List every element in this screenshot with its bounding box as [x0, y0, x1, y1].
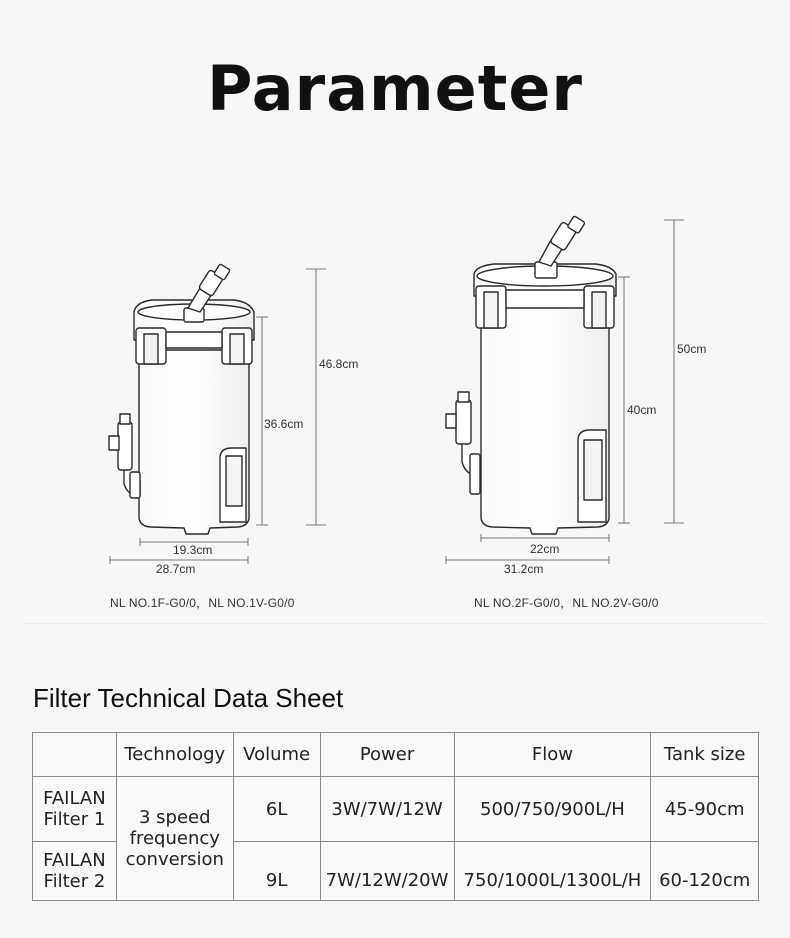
filter-1-body-height: 36.6cm [264, 417, 304, 431]
flow-value: 750/1000L/1300L/H [463, 869, 642, 891]
filter-2-model: NL NO.2F-G0/0，NL NO.2V-G0/0 [474, 596, 659, 610]
row-name-line1: FAILAN [43, 850, 106, 871]
table-header-row [33, 733, 759, 777]
table-row [33, 777, 759, 842]
filter-2-drawing [446, 216, 684, 564]
data-sheet-title: Filter Technical Data Sheet [33, 683, 344, 713]
row-name-line2: Filter 2 [43, 871, 106, 892]
filter-2-total-width: 31.2cm [504, 562, 544, 576]
row-name-cell [33, 777, 117, 842]
power-cell: 3W/7W/12W [320, 777, 454, 842]
header-power: Power [320, 733, 454, 777]
volume-cell: 6L [233, 777, 320, 842]
filter-1-total-height: 46.8cm [319, 357, 359, 371]
header-flow: Flow [454, 733, 651, 777]
volume-cell [233, 842, 320, 901]
filter-1-model: NL NO.1F-G0/0，NL NO.1V-G0/0 [110, 596, 295, 610]
header-technology: Technology [116, 733, 233, 777]
power-value: 7W/12W/20W [325, 869, 449, 891]
technology-cell: 3 speed frequency conversion [116, 777, 233, 901]
header-empty [33, 733, 117, 777]
flow-cell [454, 842, 651, 901]
row-name-line2: Filter 1 [43, 809, 106, 830]
filter-2-total-height: 50cm [677, 342, 707, 356]
tank-size-cell [651, 842, 759, 901]
tank-size-cell: 45-90cm [651, 777, 759, 842]
filter-1-drawing [109, 264, 326, 564]
section-divider [24, 623, 766, 624]
tank-size-value: 60-120cm [659, 869, 751, 891]
row-name-line1: FAILAN [43, 788, 106, 809]
page-title: Parameter [207, 52, 583, 125]
product-diagram [0, 200, 790, 620]
flow-cell: 500/750/900L/H [454, 777, 651, 842]
filter-1-total-width: 28.7cm [156, 562, 196, 576]
filter-1-body-width: 19.3cm [173, 543, 213, 557]
filter-2-body-height: 40cm [627, 403, 657, 417]
data-sheet-table [32, 732, 759, 901]
header-tank-size: Tank size [651, 733, 759, 777]
filter-drawings [0, 200, 790, 620]
row-name-cell [33, 842, 117, 901]
power-cell [320, 842, 454, 901]
filter-2-body-width: 22cm [530, 542, 560, 556]
volume-value: 9L [265, 869, 288, 891]
header-volume: Volume [233, 733, 320, 777]
